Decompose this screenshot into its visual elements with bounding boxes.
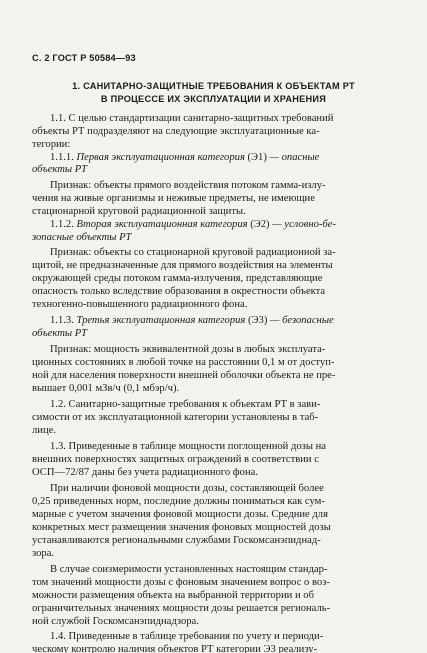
text-line: опасность только вследствие образования в окрестности объекта xyxy=(32,286,326,297)
text-line: Признак: объекты со стационарной круговой радиационной за- xyxy=(50,247,336,258)
text-line: зора. xyxy=(32,548,55,559)
text-line: том значений мощности дозы с фоновым значением вопрос о воз- xyxy=(32,577,330,588)
text-line: 1.4. Приведенные в таблице требования по учету и периоди- xyxy=(50,631,324,642)
text-line: ограничительных значениях мощности дозы решается региональ- xyxy=(32,603,331,614)
text-line: стационарной круговой радиационной защиты. xyxy=(32,206,246,217)
text-line: 1.1.2. Вторая эксплуатационная категория (Э2) — условно-бе- xyxy=(50,219,336,230)
text-line: зопасные объекты РТ xyxy=(32,232,132,243)
text-line: ной для населения поверхности внешней оболочки объекта не пре- xyxy=(32,370,336,381)
text-line: окружающей среды потоком гамма-излучения, представляющие xyxy=(32,273,323,284)
text-line: техногенно-повышенного радиационного фона. xyxy=(32,299,248,310)
text-line: ционных состояниях в любой точке на расстоянии 0,1 м от доступ- xyxy=(32,357,335,368)
text-line: 1.1.3. Третья эксплуатационная категория (Э3) — безопасные xyxy=(50,315,334,326)
text-line: объекты РТ xyxy=(32,164,88,175)
text-line: В случае соизмеримости установленных настоящим стандар- xyxy=(50,564,328,575)
text-line: вышает 0,001 мЗв/ч (0,1 мбэр/ч). xyxy=(32,383,180,394)
page-header: С. 2 ГОСТ Р 50584—93 xyxy=(32,53,136,63)
text-line: можности размещения объекта на выбранной территории и об xyxy=(32,590,314,601)
text-line: Признак: мощность эквивалентной дозы в любых эксплуата- xyxy=(50,344,326,355)
text-line: лице. xyxy=(32,425,56,436)
text-line: При наличии фоновой мощности дозы, составляющей более xyxy=(50,483,324,494)
text-line: ческому контролю наличия объектов РТ категории Э3 реализу- xyxy=(32,644,318,653)
text-line: симости от их эксплуатационной категории установлены в таб- xyxy=(32,412,319,423)
text-line: устанавливаются региональными службами Госкомсанэпиднад- xyxy=(32,535,321,546)
text-line: ной службой Госкомсанэпиднадзора. xyxy=(32,616,199,627)
text-line: конкретных мест размещения значения фоновых мощностей дозы xyxy=(32,522,331,533)
text-line: объекты РТ xyxy=(32,328,88,339)
text-line: 1.1. С целью стандартизации санитарно-защитных требований xyxy=(50,113,334,124)
text-line: 0,25 приведенных норм, последние должны пониматься как сум- xyxy=(32,496,325,507)
text-line: щитой, не предназначенные для прямого воздействия на элементы xyxy=(32,260,333,271)
text-line: 1.1.1. Первая эксплуатационная категория (Э1) — опасные xyxy=(50,152,320,163)
section-title-line-1: 1. САНИТАРНО-ЗАЩИТНЫЕ ТРЕБОВАНИЯ К ОБЪЕКТАМ РТ xyxy=(72,81,355,91)
text-line: внешних поверхностях защитных ограждений в соответствии с xyxy=(32,454,319,465)
section-title-line-2: В ПРОЦЕССЕ ИХ ЭКСПЛУАТАЦИИ И ХРАНЕНИЯ xyxy=(100,94,327,104)
text-line: 1.2. Санитарно-защитные требования к объектам РТ в зави- xyxy=(50,399,321,410)
text-line: 1.3. Приведенные в таблице мощности поглощенной дозы на xyxy=(50,441,326,452)
text-line: марные с учетом значения фоновой мощности дозы. Средние для xyxy=(32,509,328,520)
text-line: ОСП—72/87 даны без учета радиационного фона. xyxy=(32,467,258,478)
text-line: тегории: xyxy=(32,139,71,150)
text-line: объекты РТ подразделяют на следующие эксплуатационные ка- xyxy=(32,126,320,137)
text-line: Признак: объекты прямого воздействия потоком гамма-излу- xyxy=(50,180,326,191)
text-line: чения на живые организмы и неживые предметы, не имеющие xyxy=(32,193,315,204)
